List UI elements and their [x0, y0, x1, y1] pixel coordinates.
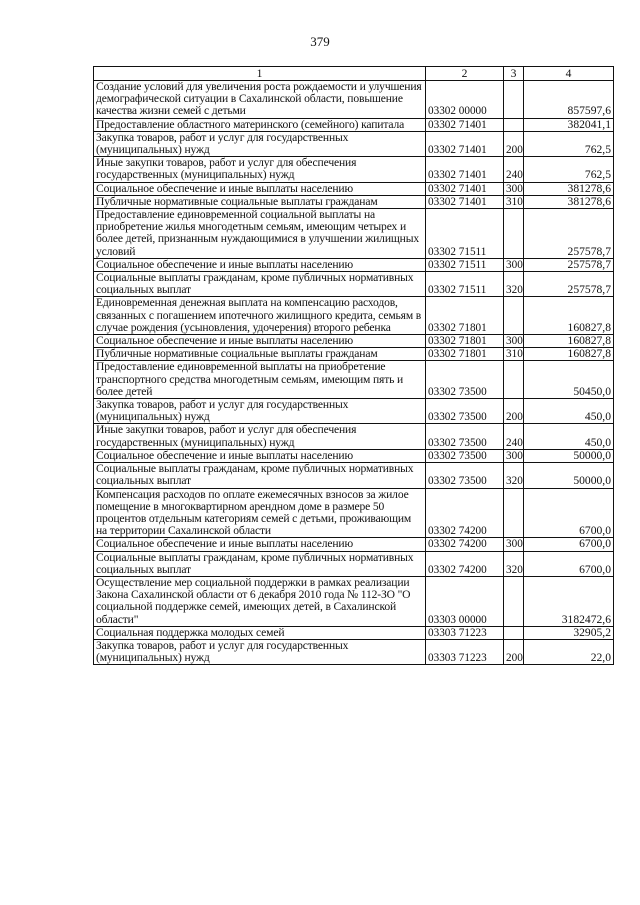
row-sum: 160827,8 [524, 348, 614, 361]
row-code: 03303 71223 [426, 626, 504, 639]
row-sum: 6700,0 [524, 488, 614, 538]
row-sum: 50450,0 [524, 361, 614, 399]
row-sum: 450,0 [524, 399, 614, 424]
table-row [94, 335, 614, 348]
row-name: Социальное обеспечение и иные выплаты населению [94, 182, 426, 195]
row-name: Социальное обеспечение и иные выплаты населению [94, 449, 426, 462]
row-code: 03302 74200 [426, 538, 504, 551]
row-sum: 762,5 [524, 157, 614, 182]
row-sum: 257578,7 [524, 272, 614, 297]
row-type [504, 81, 524, 119]
row-name: Социальное обеспечение и иные выплаты населению [94, 258, 426, 271]
row-type [504, 576, 524, 626]
row-type [504, 488, 524, 538]
row-code: 03302 71401 [426, 182, 504, 195]
table-row [94, 449, 614, 462]
row-name: Публичные нормативные социальные выплаты гражданам [94, 348, 426, 361]
row-type: 200 [504, 639, 524, 664]
row-type [504, 361, 524, 399]
row-name: Компенсация расходов по оплате ежемесячных взносов за жилое помещение в многоквартирном арендном доме в размере 50 процентов отдельным категориям семей с детьми, проживающим на территории Сахалинской области [94, 488, 426, 538]
row-type: 300 [504, 538, 524, 551]
table-row [94, 639, 614, 664]
row-sum: 50000,0 [524, 463, 614, 488]
table-row [94, 576, 614, 626]
budget-table [93, 66, 614, 665]
row-code: 03302 71511 [426, 209, 504, 259]
column-header-sum: 4 [524, 67, 614, 81]
row-name: Социальные выплаты гражданам, кроме публичных нормативных социальных выплат [94, 272, 426, 297]
table-row [94, 361, 614, 399]
row-name: Социальное обеспечение и иные выплаты населению [94, 335, 426, 348]
page-number: 379 [310, 34, 330, 49]
row-code: 03302 74200 [426, 488, 504, 538]
row-code: 03303 00000 [426, 576, 504, 626]
table-body [94, 81, 614, 665]
row-code: 03302 71511 [426, 272, 504, 297]
row-name: Социальное обеспечение и иные выплаты населению [94, 538, 426, 551]
row-sum: 381278,6 [524, 195, 614, 208]
column-header-code: 2 [426, 67, 504, 81]
row-code: 03302 00000 [426, 81, 504, 119]
table-row [94, 463, 614, 488]
row-code: 03302 73500 [426, 463, 504, 488]
table-row [94, 258, 614, 271]
row-type: 240 [504, 424, 524, 449]
row-sum: 450,0 [524, 424, 614, 449]
row-name: Предоставление единовременной выплаты на приобретение транспортного средства многодетным семьям, имеющим пять и более детей [94, 361, 426, 399]
row-sum: 160827,8 [524, 297, 614, 335]
row-code: 03302 73500 [426, 424, 504, 449]
row-code: 03302 74200 [426, 551, 504, 576]
row-code: 03302 71801 [426, 348, 504, 361]
row-code: 03302 71401 [426, 157, 504, 182]
row-sum: 382041,1 [524, 118, 614, 131]
row-sum: 6700,0 [524, 551, 614, 576]
row-name: Социальные выплаты гражданам, кроме публичных нормативных социальных выплат [94, 551, 426, 576]
row-sum: 762,5 [524, 131, 614, 156]
row-type: 310 [504, 195, 524, 208]
row-sum: 50000,0 [524, 449, 614, 462]
table-row [94, 195, 614, 208]
table-row [94, 209, 614, 259]
row-type: 200 [504, 399, 524, 424]
row-type [504, 209, 524, 259]
row-code: 03302 71401 [426, 118, 504, 131]
table-row [94, 131, 614, 156]
row-code: 03302 71801 [426, 297, 504, 335]
row-name: Иные закупки товаров, работ и услуг для обеспечения государственных (муниципальных) нужд [94, 424, 426, 449]
row-name: Создание условий для увеличения роста рождаемости и улучшения демографической ситуации в Сахалинской области, повышение качества жизни семей с детьми [94, 81, 426, 119]
row-code: 03302 73500 [426, 399, 504, 424]
row-type [504, 626, 524, 639]
row-type: 300 [504, 449, 524, 462]
table-row [94, 538, 614, 551]
row-code: 03303 71223 [426, 639, 504, 664]
table-row [94, 551, 614, 576]
row-type: 200 [504, 131, 524, 156]
row-type: 320 [504, 463, 524, 488]
row-code: 03302 73500 [426, 361, 504, 399]
table-row [94, 626, 614, 639]
table-row [94, 81, 614, 119]
row-sum: 381278,6 [524, 182, 614, 195]
row-code: 03302 71801 [426, 335, 504, 348]
row-type: 240 [504, 157, 524, 182]
row-name: Предоставление единовременной социальной выплаты на приобретение жилья многодетным семьям, имеющим четырех и более детей, признанным нуждающимися в улучшении жилищных условий [94, 209, 426, 259]
row-sum: 6700,0 [524, 538, 614, 551]
table-row [94, 297, 614, 335]
row-name: Публичные нормативные социальные выплаты гражданам [94, 195, 426, 208]
row-sum: 257578,7 [524, 209, 614, 259]
row-name: Закупка товаров, работ и услуг для государственных (муниципальных) нужд [94, 399, 426, 424]
table-row [94, 348, 614, 361]
row-code: 03302 73500 [426, 449, 504, 462]
row-name: Предоставление областного материнского (семейного) капитала [94, 118, 426, 131]
row-sum: 3182472,6 [524, 576, 614, 626]
row-type: 310 [504, 348, 524, 361]
table-row [94, 118, 614, 131]
row-name: Закупка товаров, работ и услуг для государственных (муниципальных) нужд [94, 639, 426, 664]
column-header-type: 3 [504, 67, 524, 81]
row-name: Осуществление мер социальной поддержки в рамках реализации Закона Сахалинской области от 6 декабря 2010 года № 112-ЗО "О социальной поддержке семей, имеющих детей, в Сахалинской области" [94, 576, 426, 626]
row-type: 300 [504, 182, 524, 195]
row-sum: 857597,6 [524, 81, 614, 119]
row-name: Единовременная денежная выплата на компенсацию расходов, связанных с погашением ипотечного жилищного кредита, семьям в случае рождения (усыновления, удочерения) второго ребенка [94, 297, 426, 335]
table-row [94, 424, 614, 449]
row-type: 300 [504, 258, 524, 271]
table-header-row [94, 67, 614, 81]
row-type [504, 297, 524, 335]
table-row [94, 399, 614, 424]
table-row [94, 157, 614, 182]
row-type: 320 [504, 272, 524, 297]
row-name: Социальная поддержка молодых семей [94, 626, 426, 639]
row-type [504, 118, 524, 131]
row-type: 300 [504, 335, 524, 348]
row-name: Закупка товаров, работ и услуг для государственных (муниципальных) нужд [94, 131, 426, 156]
table-row [94, 488, 614, 538]
row-name: Социальные выплаты гражданам, кроме публичных нормативных социальных выплат [94, 463, 426, 488]
row-type: 320 [504, 551, 524, 576]
row-code: 03302 71401 [426, 195, 504, 208]
row-name: Иные закупки товаров, работ и услуг для обеспечения государственных (муниципальных) нужд [94, 157, 426, 182]
row-sum: 32905,2 [524, 626, 614, 639]
row-sum: 160827,8 [524, 335, 614, 348]
table-row [94, 182, 614, 195]
row-sum: 22,0 [524, 639, 614, 664]
table-row [94, 272, 614, 297]
row-sum: 257578,7 [524, 258, 614, 271]
column-header-name: 1 [94, 67, 426, 81]
row-code: 03302 71401 [426, 131, 504, 156]
row-code: 03302 71511 [426, 258, 504, 271]
